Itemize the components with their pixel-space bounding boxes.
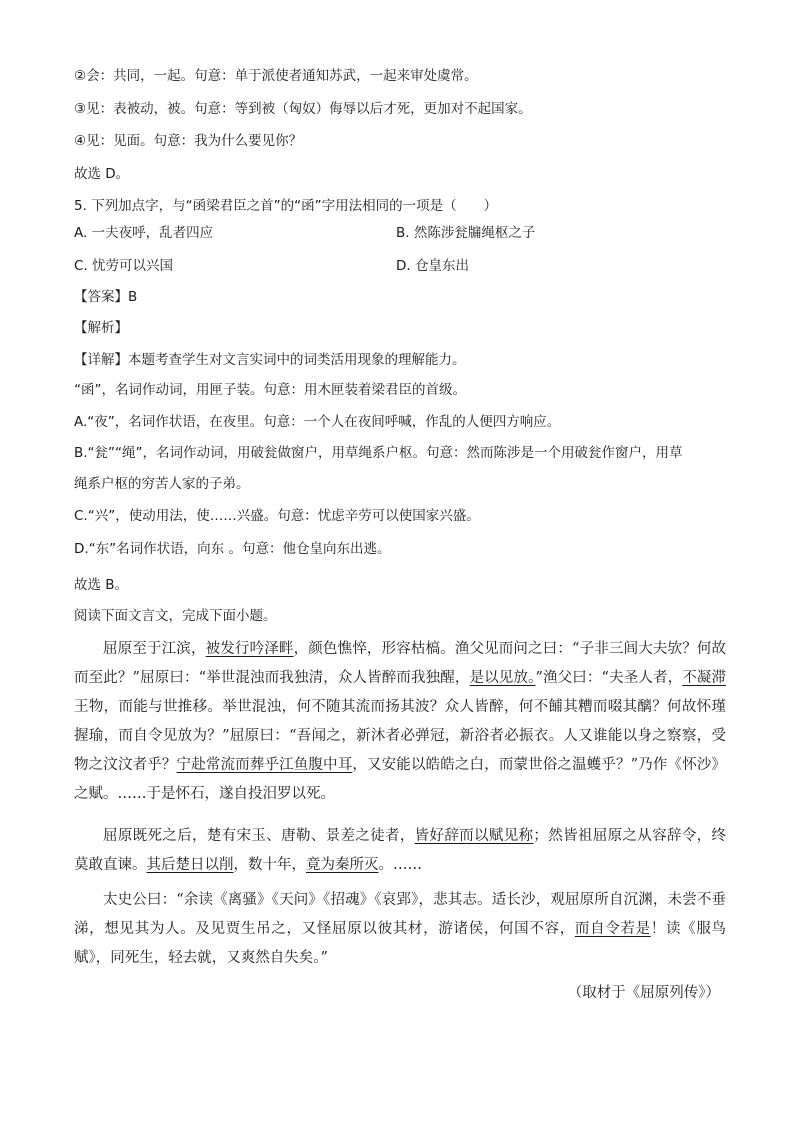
answer-line (74, 287, 734, 307)
analysis-line-c: C.“兴”，使动用法，使……兴盛。句意：忧虑辛劳可以使国家兴盛。 (74, 508, 480, 524)
underlined-phrase: 皆好辞而以赋见称 (414, 828, 534, 844)
underlined-phrase: 宁赴常流而葬乎江鱼腹中耳 (176, 757, 353, 773)
analysis-line-b: B.“瓮”“绳”，名词作动词，用破瓮做窗户，用草绳系户枢。句意：然而陈涉是一个用破瓮作窗户，用草 (74, 445, 683, 461)
option-d: D. 仓皇东出 (396, 258, 469, 274)
option-c: C. 忧劳可以兴国 (74, 258, 174, 274)
underlined-phrase: 不凝滞 (682, 670, 727, 686)
analysis-line-b-cont: 绳系户枢的穷苦人家的子弟。 (74, 476, 250, 492)
underlined-phrase: 被发行吟泽畔 (205, 641, 294, 657)
choice-conclusion-d: 故选 D。 (74, 166, 130, 182)
analysis-label: 【解析】 (74, 320, 128, 336)
passage-paragraph-2: 屈原既死之后，楚有宋玉、唐勒、景差之徒者，皆好辞而以赋见称；然皆祖屈原之从容辞令，终莫敢直谏。其后楚日以削，数十年，竟为秦所灭。…… (74, 828, 727, 873)
passage-paragraph-1: 屈原至于江滨，被发行吟泽畔，颜色憔悴，形容枯槁。渔父见而问之曰：“子非三闾大夫欤？何故而至此？”屈原曰：“举世混浊而我独清，众人皆醉而我独醒，是以见放。”渔父曰：“夫圣人者，不凝滞王物，而能与世推移。举世混浊，何不随其流而扬其波？众人皆醉，何不餔其糟而啜其醨？何故怀瑾握瑜，而自令见放为？”屈原曰：“吾闻之，新沐者必弹冠，新浴者必振衣。人又谁能以身之察察，受物之汶汶者乎？宁赴常流而葬乎江鱼腹中耳，又安能以皓皓之白，而蒙世俗之温蠖乎？”乃作《怀沙》之赋。……于是怀石，遂自投汨罗以死。 (74, 641, 727, 802)
reading-intro: 阅读下面文言文，完成下面小题。 (74, 608, 277, 624)
explanation-line-3: ③见：表被动，被。句意：等到被（匈奴）侮辱以后才死，更加对不起国家。 (74, 101, 532, 117)
answer-label: 【答案】 (74, 289, 128, 305)
underlined-phrase: 而自令若是 (574, 921, 651, 937)
underlined-phrase: 其后楚日以削 (146, 857, 234, 873)
underlined-phrase: 竟为秦所灭 (306, 857, 379, 873)
option-b: B. 然陈涉瓮牖绳枢之子 (396, 225, 536, 241)
analysis-line-han: “函”，名词作动词，用匣子装。句意：用木匣装着梁君臣的首级。 (74, 382, 466, 398)
answer-value: B (128, 289, 138, 305)
source-citation: （取材于《屈原列传》） (567, 985, 720, 1001)
underlined-phrase: 是以见放。 (469, 670, 536, 686)
analysis-line-d: D.“东”名词作状语，向东 。句意：他仓皇向东出逃。 (74, 541, 391, 557)
option-a: A. 一夫夜呼，乱者四应 (74, 225, 214, 241)
choice-conclusion-b: 故选 B。 (74, 577, 129, 593)
question-5-stem: 5. 下列加点字，与“函梁君臣之首”的“函”字用法相同的一项是（ ） (74, 198, 498, 214)
explanation-line-4: ④见：见面。句意：我为什么要见你？ (74, 133, 303, 149)
analysis-detail: 【详解】本题考查学生对文言实词中的词类活用现象的理解能力。 (74, 352, 466, 368)
passage-paragraph-3: 太史公曰：“余读《离骚》《天问》《招魂》《哀郢》，悲其志。适长沙，观屈原所自沉渊，未尝不垂涕，想见其为人。及见贾生吊之，又怪屈原以彼其材，游诸侯，何国不容，而自令若是！读《服鸟赋》，同死生，轻去就，又爽然自失矣。” (74, 892, 727, 966)
analysis-line-a: A.“夜”，名词作状语，在夜里。句意：一个人在夜间呼喊，作乱的人便四方响应。 (74, 414, 561, 430)
explanation-line-2: ②会：共同，一起。句意：单于派使者通知苏武，一起来审处虞常。 (74, 68, 478, 84)
